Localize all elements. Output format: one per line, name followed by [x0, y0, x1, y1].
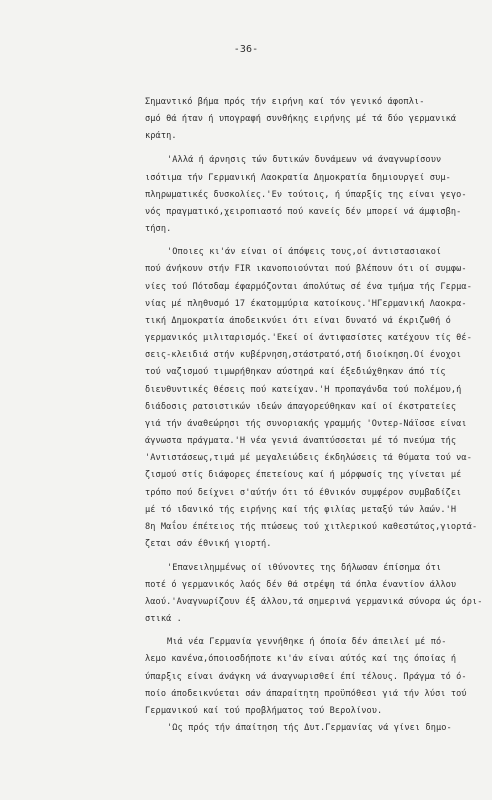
text-line: σεις-κλειδιά στήν κυβέρνηση,στάστρατό,στή διοίκηση.Οί ένοχοι [145, 350, 462, 360]
text-line: 'Αλλά ή άρνησις τών δυτικών δυνάμεων νά άναγνωρίσουν [167, 155, 442, 165]
text-line: ποτέ ό γερμανικός λαός δέν θά στρέψη τά όπλα έναντίον άλλου [145, 580, 457, 590]
text-line: τρόπο πού δείχνει σ'αύτήν ότι τό έθνικόν συμφέρον συμβαδίζει [145, 488, 462, 498]
text-line: στικά . [145, 614, 182, 624]
text-line: 'Οποιες κι'άν είναι οί άπόψεις τους,οί άντιστασιακοί [167, 247, 442, 257]
text-line: πού άνήκουν στήν FIR ικανοποιούνται πού βλέπουν ότι οί συμφω- [145, 264, 467, 274]
text-line: Γερμανικού καί τού προβλήματος τού Βερολίνου. [145, 706, 383, 716]
text-line: Σημαντικό βήμα πρός τήν ειρήνη καί τόν γενικό άφοπλι- [145, 97, 425, 107]
text-line: νός πραγματικό,χειροπιαστό πού κανείς δέν μπορεί νά άμφισβη- [145, 207, 462, 217]
text-line: άγνωστα πράγματα.'Η νέα γενιά άναπτύσσεται μέ τό πνεύμα τής [145, 436, 457, 446]
text-line: ζεται σάν έθνική γιορτή. [145, 539, 272, 549]
text-line: μέ τό ιδανικό τής ειρήνης καί τής φιλίας μεταξύ τών λαών.'Η [145, 505, 457, 515]
text-line: 'Αντιστάσεως,τιμά μέ μεγαλειώδεις έκδηλώσεις τά θύματα τού να- [145, 453, 472, 463]
text-line: 'Ως πρός τήν άπαίτηση τής Δυτ.Γερμανίας νά γίνει δημο- [167, 723, 452, 733]
text-line: κράτη. [145, 131, 177, 141]
text-line: Μιά νέα Γερμανία γεννήθηκε ή όποία δέν άπειλεί μέ πό- [167, 637, 447, 647]
text-line: 8η Μαΐου έπέτειος τής πτώσεως τού χιτλερικού καθεστώτος,γιορτά- [145, 522, 478, 532]
text-line: νίας μέ πληθυσμό 17 έκατομμύρια κατοίκους.'ΗΓερμανική Λαοκρα- [145, 299, 467, 309]
text-line: διάδοσις ρατσιστικών ιδεών άπαγορεύθηκαν καί οί έκστρατείες [145, 402, 457, 412]
text-line: τική Δημοκρατία άποδεικνύει ότι είναι δυνατό νά έκριζωθή ό [145, 316, 451, 326]
text-line: πληρωματικές δυσκολίες.'Εν τούτοις, ή ύπαρξίς της είναι γεγο- [145, 190, 467, 200]
text-line: τού ναζισμού τιμωρήθηκαν αύστηρά καί έξεδιώχθηκαν άπό τίς [145, 367, 446, 377]
text-line: διευθυντικές θέσεις πού κατείχαν.'Η προπαγάνδα τού πολέμου,ή [145, 385, 462, 395]
text-line: λαού.'Αναγνωρίζουν έξ άλλου,τά σημερινά γερμανικά σύνορα ώς όρι- [145, 597, 483, 607]
text-line: ποίο άποδεικνύεται σάν άπαραίτητη προϋπόθεσι γιά τήν λύσι τού [145, 689, 467, 699]
text-line: ισότιμα τήν Γερμανική Λαοκρατία Δημοκρατία δημιουργεί συμ- [145, 173, 451, 183]
text-line: 'Επανειλημμένως οί ιθύνοντες της δήλωσαν έπίσημα ότι [167, 563, 442, 573]
text-line: ύπαρξις είναι άνάγκη νά άναγνωρισθεί έπί τέλους. Πράγμα τό ό- [145, 672, 467, 682]
text-line: νίες τού Πότσδαμ έφαρμόζονται άπολύτως σέ ένα τμήμα τής Γερμα- [145, 282, 472, 292]
text-line: σμό θά ήταν ή υπογραφή συνθήκης ειρήνης μέ τά δύο γερμανικά [145, 114, 457, 124]
text-line: γερμανικός μιλιταρισμός.'Εκεί οί άντιφασίστες κατέχουν τίς θέ- [145, 333, 472, 343]
text-line: ζισμού στίς διάφορες έπετείους καί ή μόρφωσίς της γίνεται μέ [145, 470, 462, 480]
text-line: τήση. [145, 224, 172, 234]
text-line: γιά τήν άναθεώρησι τής συνοριακής γραμμής 'Οντερ-Νάϊσσε είναι [145, 419, 467, 429]
page-number: -36- [233, 44, 259, 55]
text-line: λεμο κανένα,όποιοσδήποτε κι'άν είναι αύτός καί της όποίας ή [145, 654, 457, 664]
